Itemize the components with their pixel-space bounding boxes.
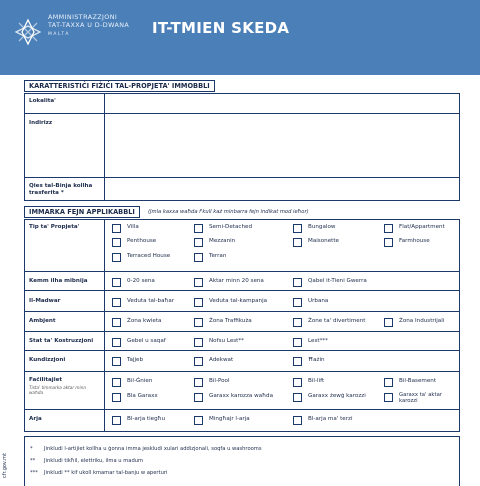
arja-label: Arja bbox=[29, 416, 42, 422]
checkbox[interactable] bbox=[194, 416, 203, 425]
checkbox[interactable] bbox=[112, 238, 121, 247]
option-label: Garaxx ta' aktar karozzi bbox=[399, 392, 443, 404]
checkbox[interactable] bbox=[293, 393, 302, 402]
facilitajiet-label: Faċilitajiet bbox=[29, 377, 63, 383]
header-banner bbox=[0, 0, 480, 75]
option-label: Tajjeb bbox=[127, 357, 144, 363]
side-website-text: cfr.gov.mt bbox=[2, 453, 8, 478]
org-line-1: AMMINISTRAZZJONI bbox=[48, 13, 118, 21]
footnote-text: Jinkludi tikħil, elettriku, ilma u madum bbox=[44, 458, 144, 464]
checkbox[interactable] bbox=[293, 278, 302, 287]
checkbox[interactable] bbox=[194, 278, 203, 287]
checkbox[interactable] bbox=[194, 224, 203, 233]
option-0-20[interactable] bbox=[112, 278, 155, 287]
option-flat[interactable] bbox=[384, 224, 445, 233]
option-mezzanin[interactable] bbox=[194, 238, 235, 247]
checkbox[interactable] bbox=[384, 393, 393, 402]
section2-rule-5 bbox=[24, 350, 460, 351]
org-line-2: TAT-TAXXA U D-DWANA bbox=[48, 21, 130, 30]
facilitajiet-note: Tista' timmarka aktar minn waħda bbox=[29, 385, 86, 395]
checkbox[interactable] bbox=[112, 378, 121, 387]
option-label: 0-20 sena bbox=[127, 278, 155, 284]
section2-rule-1 bbox=[24, 271, 460, 272]
checkbox[interactable] bbox=[293, 338, 302, 347]
option-label: Lest*** bbox=[308, 338, 328, 344]
option-label: Żona kwieta bbox=[127, 318, 162, 324]
option-label: Aktar minn 20 sena bbox=[209, 278, 264, 284]
section2-note: (Jmla kaxxa waħda f'kull każ minbarra fejn indikat mod ieħor) bbox=[148, 209, 309, 215]
checkbox[interactable] bbox=[112, 357, 121, 366]
option-bil-basement[interactable] bbox=[384, 378, 436, 387]
org-line-3: MALTA bbox=[48, 31, 70, 37]
checkbox[interactable] bbox=[293, 298, 302, 307]
option-semi-detached[interactable] bbox=[194, 224, 252, 233]
checkbox[interactable] bbox=[293, 378, 302, 387]
option-adekwat[interactable] bbox=[194, 357, 233, 366]
option-label: Bla Garaxx bbox=[127, 393, 158, 399]
indirizz-field[interactable] bbox=[106, 115, 458, 176]
qies-field[interactable] bbox=[106, 179, 458, 200]
checkbox[interactable] bbox=[384, 224, 393, 233]
option-label: Villa bbox=[127, 224, 139, 230]
option-label: Mezzanin bbox=[209, 238, 236, 244]
option-label: Penthouse bbox=[127, 238, 157, 244]
checkbox[interactable] bbox=[293, 224, 302, 233]
footnote-text: Jinkludi ** kif ukoll kmamar tal-banju w aperturi bbox=[44, 470, 168, 476]
option-arja-terzi[interactable] bbox=[293, 416, 353, 425]
option-farmhouse[interactable] bbox=[384, 238, 430, 247]
checkbox[interactable] bbox=[112, 278, 121, 287]
lokalita-field[interactable] bbox=[106, 95, 458, 112]
section2-title: IMMARKA FEJN APPLIKABBLI bbox=[24, 206, 140, 218]
option-label: Farmhouse bbox=[399, 238, 430, 244]
option-maisonette[interactable] bbox=[293, 238, 339, 247]
footnote-mark: * bbox=[30, 446, 33, 452]
option-label: Bil-Ġnien bbox=[127, 378, 153, 384]
checkbox[interactable] bbox=[194, 318, 203, 327]
kemm-ilha-label: Kemm ilha mibnija bbox=[29, 278, 88, 284]
option-label: Bil-Pool bbox=[209, 378, 230, 384]
option-label: Terran bbox=[209, 253, 227, 259]
checkbox[interactable] bbox=[293, 238, 302, 247]
option-bil-lift[interactable] bbox=[293, 378, 324, 387]
checkbox[interactable] bbox=[112, 393, 121, 402]
section2-rule-2 bbox=[24, 290, 460, 291]
option-label: Flat/Appartment bbox=[399, 224, 445, 230]
checkbox[interactable] bbox=[293, 318, 302, 327]
section1-rule-2 bbox=[24, 177, 460, 178]
option-label: Bl-arja ma' terzi bbox=[308, 416, 353, 422]
option-label: Żona Industrijali bbox=[399, 318, 445, 324]
option-zona-industrijali[interactable] bbox=[384, 318, 444, 327]
footnote-mark: ** bbox=[30, 458, 36, 464]
section1-divider bbox=[104, 93, 105, 201]
checkbox[interactable] bbox=[112, 253, 121, 262]
checkbox[interactable] bbox=[384, 318, 393, 327]
option-qabel-gwerra[interactable] bbox=[293, 278, 367, 287]
option-arja-tieghu[interactable] bbox=[112, 416, 165, 425]
option-label: Żone ta' divertiment bbox=[308, 318, 366, 324]
checkbox[interactable] bbox=[112, 318, 121, 327]
section1-title: KARATTERISTIĊI FIŻIĊI TAL-PROPJETA' IMMOBBLI bbox=[24, 80, 215, 92]
section2-rule-4 bbox=[24, 331, 460, 332]
option-urbana[interactable] bbox=[293, 298, 328, 307]
madwar-label: Il-Madwar bbox=[29, 298, 61, 304]
section2-divider bbox=[104, 219, 105, 432]
page-title: IT-TMIEN SKEDA bbox=[152, 19, 290, 37]
option-nofsu-lest[interactable] bbox=[194, 338, 244, 347]
option-villa[interactable] bbox=[112, 224, 139, 233]
option-label: Veduta tal-kampanja bbox=[209, 298, 268, 304]
footnote-2 bbox=[30, 458, 143, 464]
option-zona-divertiment[interactable] bbox=[293, 318, 366, 327]
checkbox[interactable] bbox=[194, 378, 203, 387]
tip-propjeta-label: Tip ta' Propjeta' bbox=[29, 224, 80, 230]
option-label: Terraced House bbox=[127, 253, 171, 259]
footnote-mark: *** bbox=[30, 470, 38, 476]
option-label: Veduta tal-baħar bbox=[127, 298, 175, 304]
option-terraced-house[interactable] bbox=[112, 253, 170, 262]
checkbox[interactable] bbox=[194, 298, 203, 307]
lokalita-label: Lokalita' bbox=[29, 98, 56, 104]
section2-rule-3 bbox=[24, 311, 460, 312]
option-terran[interactable] bbox=[194, 253, 226, 262]
ambjent-label: Ambjent bbox=[29, 318, 56, 324]
checkbox[interactable] bbox=[293, 416, 302, 425]
option-tajjeb[interactable] bbox=[112, 357, 143, 366]
option-garaxx-wahda[interactable] bbox=[194, 393, 273, 402]
section2-rule-7 bbox=[24, 409, 460, 410]
option-label: Semi-Detached bbox=[209, 224, 252, 230]
footnote-3 bbox=[30, 470, 167, 476]
option-bla-garaxx[interactable] bbox=[112, 393, 158, 402]
checkbox[interactable] bbox=[112, 338, 121, 347]
checkbox[interactable] bbox=[293, 357, 302, 366]
option-label: Garaxx żewġ karozzi bbox=[308, 393, 366, 399]
option-label: Adekwat bbox=[209, 357, 234, 363]
section1-rule-1 bbox=[24, 113, 460, 114]
option-bil-pool[interactable] bbox=[194, 378, 230, 387]
checkbox[interactable] bbox=[112, 298, 121, 307]
option-garaxx-zewg[interactable] bbox=[293, 393, 366, 402]
option-minghajr-arja[interactable] bbox=[194, 416, 250, 425]
qies-label: Qies tal-Binja kollha trasferita * bbox=[29, 183, 93, 196]
section2-rule-6 bbox=[24, 371, 460, 372]
option-label: Nofsu Lest** bbox=[209, 338, 244, 344]
cfr-logo-icon bbox=[14, 18, 42, 46]
option-label: Bil-Basement bbox=[399, 378, 437, 384]
option-bungalow[interactable] bbox=[293, 224, 335, 233]
option-garaxx-aktar[interactable] bbox=[384, 393, 443, 404]
option-zona-kwieta[interactable] bbox=[112, 318, 161, 327]
checkbox[interactable] bbox=[194, 393, 203, 402]
stat-kostruzzjoni-label: Stat ta' Kostruzzjoni bbox=[29, 338, 94, 344]
checkbox[interactable] bbox=[194, 357, 203, 366]
footnote-1 bbox=[30, 446, 262, 452]
option-label: Bil-lift bbox=[308, 378, 325, 384]
checkbox[interactable] bbox=[112, 416, 121, 425]
checkbox[interactable] bbox=[194, 238, 203, 247]
option-label: Ħażin bbox=[308, 357, 325, 363]
checkbox[interactable] bbox=[194, 253, 203, 262]
option-label: Qabel it-Tieni Gwerra bbox=[308, 278, 367, 284]
option-label: Garaxx karozza waħda bbox=[209, 393, 274, 399]
org-name bbox=[48, 13, 129, 39]
option-lest[interactable] bbox=[293, 338, 328, 347]
option-label: Bungalow bbox=[308, 224, 336, 230]
option-penthouse[interactable] bbox=[112, 238, 156, 247]
checkbox[interactable] bbox=[384, 378, 393, 387]
option-label: Maisonette bbox=[308, 238, 339, 244]
option-zona-traffikuza[interactable] bbox=[194, 318, 252, 327]
option-label: Gebel u saqaf bbox=[127, 338, 166, 344]
checkbox[interactable] bbox=[194, 338, 203, 347]
option-veduta-bahar[interactable] bbox=[112, 298, 174, 307]
option-label: Żona Traffikuża bbox=[209, 318, 252, 324]
checkbox[interactable] bbox=[384, 238, 393, 247]
kundizzjoni-label: Kundizzjoni bbox=[29, 357, 66, 363]
footnote-text: Jinkludi l-artijiet kollha u ġonna imma jeskludi xulari addizjonali, soqfa u washrooms bbox=[44, 446, 262, 452]
option-hazin[interactable] bbox=[293, 357, 325, 366]
indirizz-label: Indirizz bbox=[29, 120, 53, 126]
option-label: Urbana bbox=[308, 298, 329, 304]
option-label: Bl-arja tiegħu bbox=[127, 416, 166, 422]
option-veduta-kampanja[interactable] bbox=[194, 298, 267, 307]
option-label: Mingħajr l-arja bbox=[209, 416, 250, 422]
option-aktar-20[interactable] bbox=[194, 278, 264, 287]
option-gebel-saqaf[interactable] bbox=[112, 338, 166, 347]
option-bil-gnien[interactable] bbox=[112, 378, 152, 387]
checkbox[interactable] bbox=[112, 224, 121, 233]
